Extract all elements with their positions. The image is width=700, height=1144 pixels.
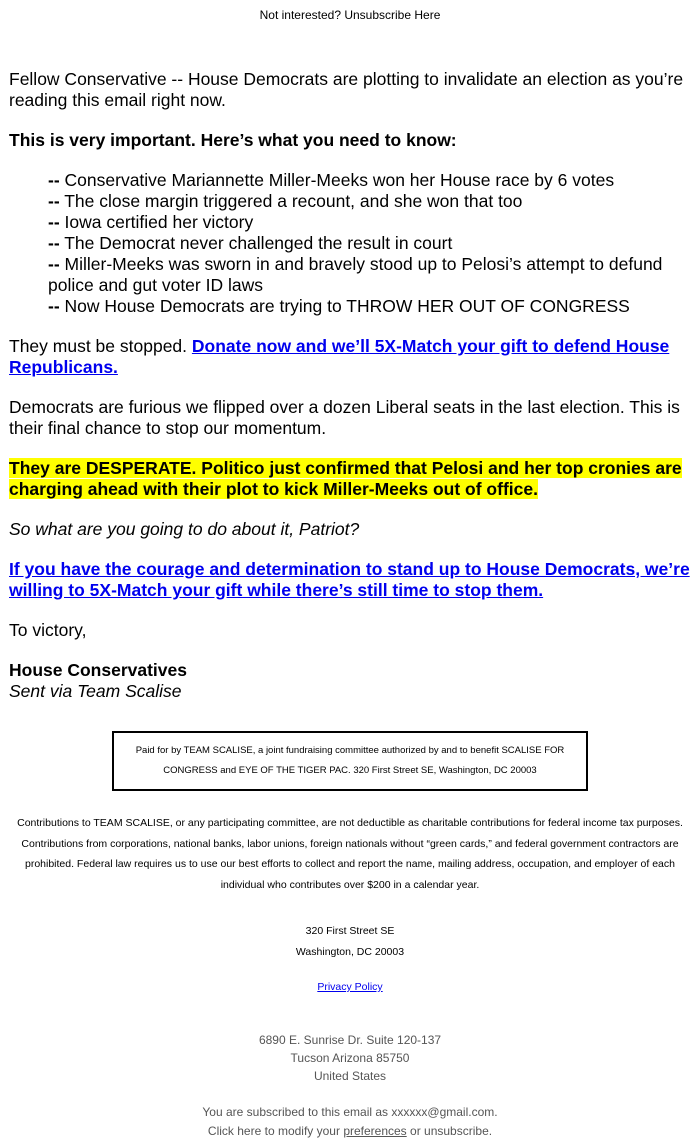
subscription-footer: [0, 1103, 700, 1141]
paid-for-box: [112, 731, 588, 791]
list-item: [48, 254, 691, 296]
donate-link[interactable]: Donate now and we’ll 5X-Match your gift to defend House Republicans.: [9, 336, 670, 377]
footer-addr1: 6890 E. Sunrise Dr. Suite 120-137: [258, 1033, 442, 1047]
list-item-text: Iowa certified her victory: [64, 212, 254, 232]
highlight-lead: They are: [9, 458, 81, 478]
bullet-dash: --: [48, 254, 60, 274]
bullet-dash: --: [48, 296, 60, 316]
fact-list: [9, 170, 691, 317]
modify-prefix: Click here to modify your: [207, 1124, 340, 1138]
intro-paragraph: Fellow Conservative -- House Democrats are plotting to invalidate an election as you’re reading this email right now.: [9, 69, 684, 110]
list-item-text: Miller-Meeks was sworn in and bravely stood up to Pelosi’s attempt to defund police and gut voter ID laws: [48, 254, 663, 295]
bullet-dash: --: [48, 191, 60, 211]
courage-link[interactable]: If you have the courage and determination to stand up to House Democrats, we’re willing to 5X-Match your gift while there’s still time to stop them.: [9, 559, 690, 600]
signature: [9, 660, 691, 702]
modify-suffix: or unsubscribe.: [410, 1124, 493, 1138]
footer-addr2: Tucson Arizona 85750: [290, 1051, 410, 1065]
list-item: [48, 170, 691, 191]
list-item: [48, 212, 691, 233]
bullet-dash: --: [48, 212, 60, 232]
list-item-text: The close margin triggered a recount, and she won that too: [64, 191, 523, 211]
unsubscribe-link[interactable]: Not interested? Unsubscribe Here: [259, 8, 441, 22]
courage-paragraph: [9, 559, 691, 601]
legal-disclaimer: Contributions to TEAM SCALISE, or any participating committee, are not deductible as charitable contributions for federal income tax purposes. Contributions from corporations, national banks, labor unions, foreign nationals without “green cards,” and federal government contractors are prohibited. Federal law requires us to use our best efforts to collect and report the name, mailing address, occupation, and employer of each individual who contributes over $200 in a calendar year.: [17, 817, 683, 891]
list-item-text: Now House Democrats are trying to THROW HER OUT OF CONGRESS: [64, 296, 630, 316]
donate-paragraph: [9, 336, 691, 378]
bullet-dash: --: [48, 170, 60, 190]
list-item: [48, 191, 691, 212]
closing-text: To victory,: [9, 620, 87, 640]
signature-sub: Sent via Team Scalise: [9, 681, 182, 701]
subscribed-text: You are subscribed to this email as xxxxxx@gmail.com.: [202, 1105, 498, 1119]
bullet-dash: --: [48, 233, 60, 253]
privacy-policy-link[interactable]: Privacy Policy: [317, 981, 383, 993]
highlight-paragraph: [9, 458, 691, 500]
email-body: [0, 69, 700, 702]
highlight-rest: Politico just confirmed that Pelosi and her top cronies are charging ahead with their plot to kick Miller-Meeks out of office.: [9, 458, 682, 499]
highlight-text: [9, 458, 682, 499]
list-item: [48, 233, 691, 254]
signature-name: House Conservatives: [9, 660, 187, 680]
modify-line: [0, 1122, 700, 1141]
highlight-word: DESPERATE.: [85, 458, 197, 478]
furious-paragraph: Democrats are furious we flipped over a dozen Liberal seats in the last election. This is their final chance to stop our momentum.: [9, 397, 680, 438]
privacy-section: [0, 981, 700, 993]
address-line1: 320 First Street SE: [305, 925, 395, 937]
stopped-text: They must be stopped.: [9, 336, 188, 356]
important-heading: This is very important. Here’s what you need to know:: [9, 130, 457, 150]
footer-address: [0, 1031, 700, 1085]
list-item-text: The Democrat never challenged the result in court: [64, 233, 453, 253]
list-item: [48, 296, 691, 317]
address-line2: Washington, DC 20003: [295, 945, 405, 958]
paid-for-text: Paid for by TEAM SCALISE, a joint fundraising committee authorized by and to benefit SCALISE FOR CONGRESS and EYE OF THE TIGER PAC. 320 First Street SE, Washington, DC 20003: [135, 745, 565, 776]
patriot-question: So what are you going to do about it, Patriot?: [9, 519, 360, 539]
list-item-text: Conservative Mariannette Miller-Meeks won her House race by 6 votes: [64, 170, 615, 190]
committee-address: [0, 921, 700, 962]
preferences-link[interactable]: preferences: [343, 1124, 407, 1138]
footer-addr3: United States: [313, 1069, 387, 1083]
